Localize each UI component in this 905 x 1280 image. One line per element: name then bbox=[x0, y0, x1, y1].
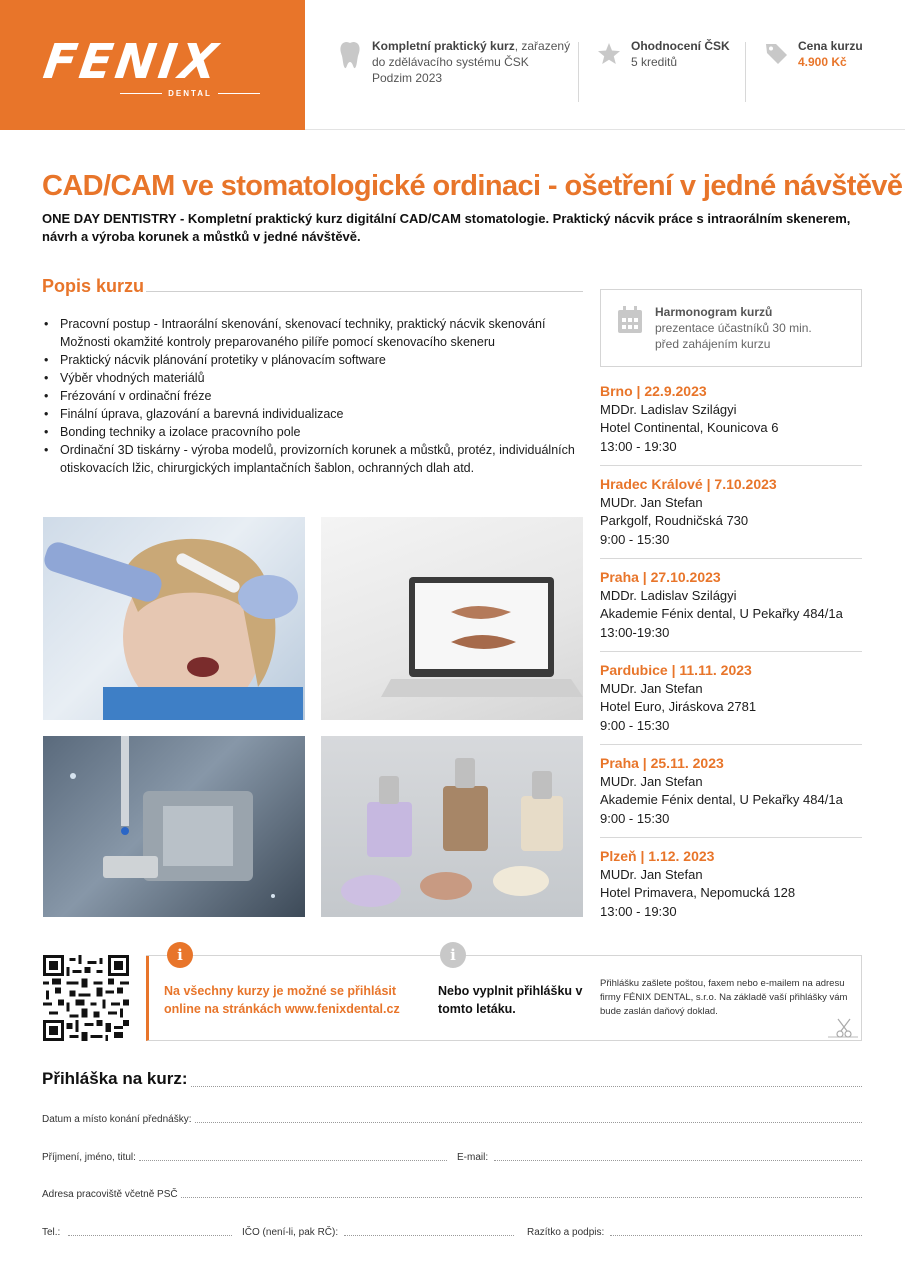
term-time: 13:00 - 19:30 bbox=[600, 438, 677, 454]
name-label: Příjmení, jméno, titul: bbox=[42, 1152, 136, 1163]
list-item: • Výběr vhodných materiálů bbox=[42, 369, 587, 387]
term-divider bbox=[600, 558, 862, 559]
photo-milling-machine bbox=[43, 736, 305, 917]
online-signup-text[interactable]: Na všechny kurzy je možné se přihlásit online na stránkách www.fenixdental.cz bbox=[164, 984, 400, 1016]
term-place: Hotel Primavera, Nepomucká 128 bbox=[600, 885, 796, 900]
address-label: Adresa pracoviště včetně PSČ bbox=[42, 1189, 178, 1200]
email-input[interactable] bbox=[494, 1151, 862, 1161]
star-icon bbox=[597, 40, 621, 70]
list-item: • Pracovní postup - Intraorální skenování, skenovací techniky, praktický nácvik skenování Možnosti okamžité kontroly preparovaného pilíře pomocí skenovacího skeneru bbox=[42, 315, 587, 351]
logo-banner bbox=[0, 0, 305, 130]
ico-label: IČO (není-li, pak RČ): bbox=[242, 1227, 339, 1238]
paper-signup-text: Nebo vyplnit přihlášku v tomto letáku. bbox=[438, 984, 583, 1016]
qr-code[interactable] bbox=[43, 955, 129, 1041]
calendar-icon bbox=[617, 306, 643, 334]
stamp-field[interactable] bbox=[527, 1226, 862, 1238]
price-tag-icon bbox=[764, 40, 788, 70]
term-city-date: Praha | 27.10.2023 bbox=[600, 569, 721, 585]
price-value: 4.900 Kč bbox=[798, 55, 847, 69]
header-rating bbox=[597, 38, 730, 70]
tooth-icon bbox=[338, 40, 362, 70]
term-lecturer: MDDr. Ladislav Szilágyi bbox=[600, 401, 737, 417]
term-city-date: Plzeň | 1.12. 2023 bbox=[600, 848, 715, 864]
schedule-box bbox=[600, 289, 862, 367]
list-item: • Ordinační 3D tiskárny - výroba modelů, provizorních korunek a můstků, protéz, individuálních otiskovacích lžic, chirurgických implantačních šablon, ochranných dlah atd. bbox=[42, 441, 587, 477]
list-item: • Bonding techniky a izolace pracovního pole bbox=[42, 423, 587, 441]
form-title-line[interactable] bbox=[191, 1077, 862, 1087]
term-place: Hotel Continental, Kounicova 6 bbox=[600, 420, 779, 435]
info-icon: i bbox=[440, 942, 466, 968]
term-divider bbox=[600, 837, 862, 838]
header-course-type bbox=[338, 38, 570, 86]
photo-patient-scanning bbox=[43, 517, 305, 720]
description-heading: Popis kurzu bbox=[42, 276, 145, 296]
form-title-row bbox=[42, 1069, 862, 1089]
term-city-date: Praha | 25.11. 2023 bbox=[600, 755, 724, 771]
course-term bbox=[600, 382, 862, 456]
term-lecturer: MUDr. Jan Stefan bbox=[600, 494, 703, 510]
list-item: • Finální úprava, glazování a barevná individualizace bbox=[42, 405, 587, 423]
term-city-date: Hradec Králové | 7.10.2023 bbox=[600, 476, 777, 492]
page-subtitle: ONE DAY DENTISTRY - Kompletní praktický kurz digitální CAD/CAM stomatologie. Praktický nácvik práce s intraorálním skenerem, návrh a výroba korunek a můstků v jedné návštěvě. bbox=[42, 211, 851, 244]
name-field[interactable] bbox=[42, 1151, 447, 1163]
tel-input[interactable] bbox=[68, 1226, 232, 1236]
course-term bbox=[600, 475, 862, 549]
signup-info-top-line bbox=[146, 955, 862, 956]
rating-title: Ohodnocení ČSK bbox=[631, 39, 730, 53]
term-lecturer: MUDr. Jan Stefan bbox=[600, 866, 703, 882]
send-instructions: Přihlášku zašlete poštou, faxem nebo e-mailem na adresu firmy FÉNIX DENTAL, s.r.o. Na základě vaší přihlášky vám bude zaslán daňový doklad. bbox=[600, 978, 848, 1017]
address-field[interactable] bbox=[42, 1188, 862, 1200]
term-time: 13:00-19:30 bbox=[600, 624, 670, 640]
tel-field[interactable] bbox=[42, 1226, 232, 1238]
name-input[interactable] bbox=[139, 1151, 447, 1161]
term-time: 9:00 - 15:30 bbox=[600, 810, 670, 826]
date-place-field[interactable] bbox=[42, 1113, 862, 1125]
schedule-note-line2: před zahájením kurzu bbox=[655, 337, 771, 351]
term-divider bbox=[600, 465, 862, 466]
term-time: 13:00 - 19:30 bbox=[600, 903, 677, 919]
rating-value: 5 kreditů bbox=[631, 55, 678, 69]
photo-ceramic-blocks bbox=[321, 736, 583, 917]
course-term bbox=[600, 568, 862, 642]
course-type-rest: , zařazený bbox=[514, 39, 571, 53]
date-place-label: Datum a místo konání přednášky: bbox=[42, 1114, 192, 1125]
address-input[interactable] bbox=[181, 1188, 862, 1198]
course-type-bold: Kompletní praktický kurz bbox=[372, 39, 515, 53]
photo-laptop-software bbox=[321, 517, 583, 720]
list-item: • Frézování v ordinační fréze bbox=[42, 387, 587, 405]
term-place: Akademie Fénix dental, U Pekařky 484/1a bbox=[600, 606, 843, 621]
description-list bbox=[42, 315, 587, 477]
course-term bbox=[600, 754, 862, 828]
schedule-note-line1: prezentace účastníků 30 min. bbox=[655, 321, 812, 335]
ico-input[interactable] bbox=[344, 1226, 514, 1236]
email-field[interactable] bbox=[457, 1151, 862, 1163]
stamp-label: Razítko a podpis: bbox=[527, 1227, 605, 1238]
scissors-icon bbox=[826, 1017, 860, 1039]
course-term bbox=[600, 847, 862, 921]
term-place: Akademie Fénix dental, U Pekařky 484/1a bbox=[600, 792, 843, 807]
form-title: Přihláška na kurz: bbox=[42, 1069, 188, 1088]
logo-wordmark: FENIX bbox=[40, 34, 224, 90]
term-divider bbox=[600, 744, 862, 745]
term-divider bbox=[600, 651, 862, 652]
term-place: Parkgolf, Roudničská 730 bbox=[600, 513, 749, 528]
course-term bbox=[600, 661, 862, 735]
term-place: Hotel Euro, Jiráskova 2781 bbox=[600, 699, 757, 714]
stamp-input[interactable] bbox=[610, 1226, 862, 1236]
header-bottom-line bbox=[305, 129, 905, 130]
header-price bbox=[764, 38, 863, 70]
description-divider bbox=[146, 291, 583, 292]
term-city-date: Brno | 22.9.2023 bbox=[600, 383, 707, 399]
schedule-title: Harmonogram kurzů bbox=[655, 305, 773, 319]
term-lecturer: MDDr. Ladislav Szilágyi bbox=[600, 587, 737, 603]
course-type-line3: Podzim 2023 bbox=[372, 71, 443, 85]
email-label: E-mail: bbox=[457, 1152, 489, 1163]
course-type-line2: do zdělávacího systému ČSK bbox=[372, 55, 529, 69]
term-time: 9:00 - 15:30 bbox=[600, 531, 670, 547]
page-title: CAD/CAM ve stomatologické ordinaci - ošetření v jedné návštěvě bbox=[42, 170, 903, 202]
header-divider bbox=[745, 42, 746, 102]
term-time: 9:00 - 15:30 bbox=[600, 717, 670, 733]
tel-label: Tel.: bbox=[42, 1227, 61, 1238]
term-city-date: Pardubice | 11.11. 2023 bbox=[600, 662, 752, 678]
date-place-input[interactable] bbox=[195, 1113, 862, 1123]
term-lecturer: MUDr. Jan Stefan bbox=[600, 680, 703, 696]
header-divider bbox=[578, 42, 579, 102]
price-title: Cena kurzu bbox=[798, 39, 863, 53]
ico-field[interactable] bbox=[242, 1226, 514, 1238]
list-item: • Praktický nácvik plánování protetiky v plánovacím software bbox=[42, 351, 587, 369]
term-lecturer: MUDr. Jan Stefan bbox=[600, 773, 703, 789]
info-icon: i bbox=[167, 942, 193, 968]
logo-subtitle: DENTAL bbox=[120, 89, 260, 98]
